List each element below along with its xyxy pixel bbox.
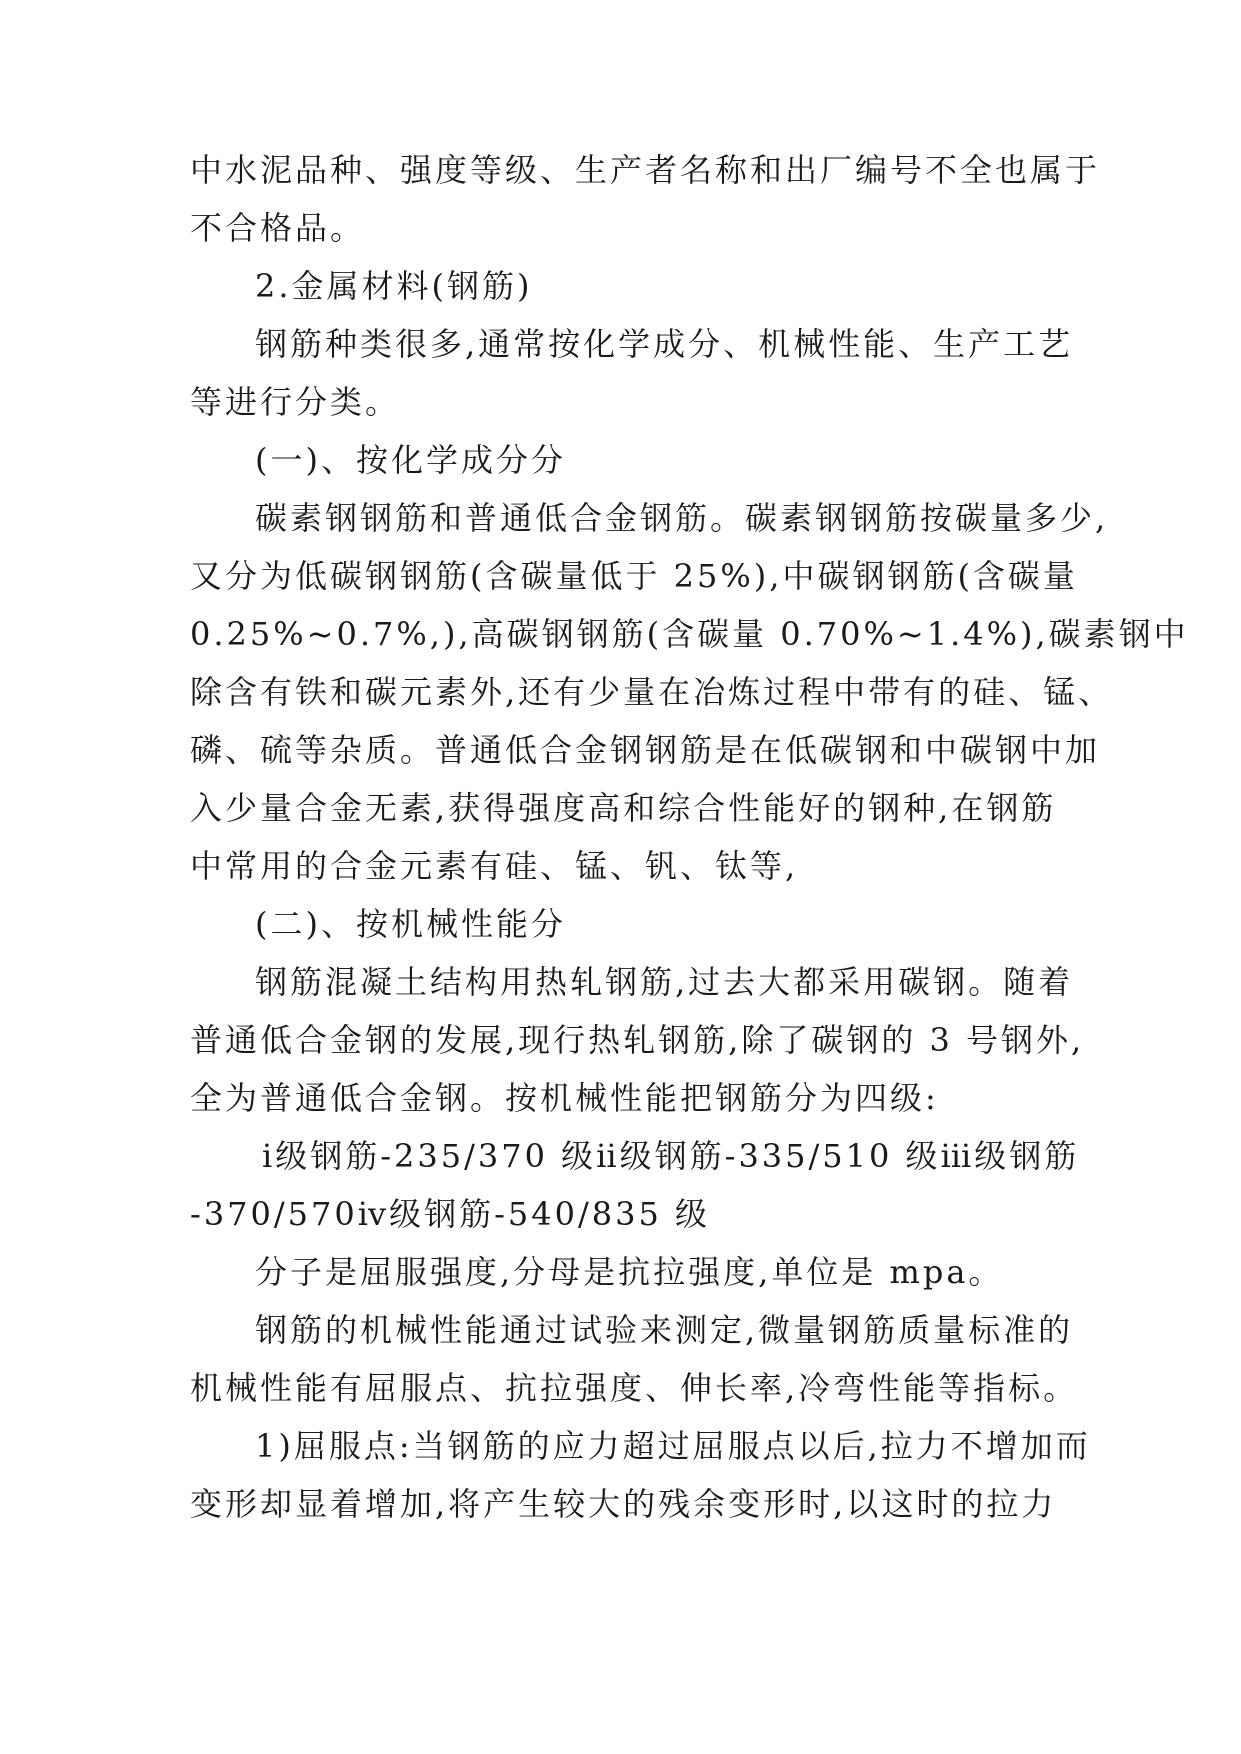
subsection-heading: (一)、按化学成分分 bbox=[255, 441, 566, 479]
text-line: 全为普通低合金钢。按机械性能把钢筋分为四级: bbox=[190, 1079, 939, 1117]
section-heading: 2.金属材料(钢筋) bbox=[255, 267, 533, 305]
text-line: 普通低合金钢的发展,现行热轧钢筋,除了碳钢的 3 号钢外, bbox=[190, 1021, 1085, 1059]
text-line: 又分为低碳钢钢筋(含碳量低于 25%),中碳钢钢筋(含碳量 bbox=[190, 557, 1078, 595]
text-line: 变形却显着增加,将产生较大的残余变形时,以这时的拉力 bbox=[190, 1485, 1057, 1523]
text-line: 钢筋种类很多,通常按化学成分、机械性能、生产工艺 bbox=[255, 325, 1074, 363]
text-line: 除含有铁和碳元素外,还有少量在冶炼过程中带有的硅、锰、 bbox=[190, 673, 1114, 711]
text-line: 入少量合金无素,获得强度高和综合性能好的钢种,在钢筋 bbox=[190, 789, 1057, 827]
text-line: 等进行分类。 bbox=[190, 383, 401, 421]
text-line: -370/570ⅳ级钢筋-540/835 级 bbox=[190, 1195, 710, 1233]
text-line: 机械性能有屈服点、抗拉强度、伸长率,冷弯性能等指标。 bbox=[190, 1369, 1079, 1407]
text-line: 1)屈服点:当钢筋的应力超过屈服点以后,拉力不增加而 bbox=[255, 1427, 1091, 1465]
subsection-heading: (二)、按机械性能分 bbox=[255, 905, 566, 943]
text-line: ⅰ级钢筋-235/370 级ⅱ级钢筋-335/510 级ⅲ级钢筋 bbox=[262, 1137, 1080, 1175]
text-line: 不合格品。 bbox=[190, 209, 366, 247]
text-line: 磷、硫等杂质。普通低合金钢钢筋是在低碳钢和中碳钢中加 bbox=[190, 731, 1101, 769]
text-line: 中常用的合金元素有硅、锰、钒、钛等, bbox=[190, 847, 799, 885]
text-line: 中水泥品种、强度等级、生产者名称和出厂编号不全也属于 bbox=[190, 151, 1101, 189]
text-line: 0.25%~0.7%,),高碳钢钢筋(含碳量 0.70%~1.4%),碳素钢中 bbox=[190, 615, 1189, 653]
text-line: 钢筋的机械性能通过试验来测定,微量钢筋质量标准的 bbox=[255, 1311, 1074, 1349]
text-line: 钢筋混凝土结构用热轧钢筋,过去大都采用碳钢。随着 bbox=[255, 963, 1074, 1001]
text-line: 分子是屈服强度,分母是抗拉强度,单位是 mpa。 bbox=[255, 1253, 1004, 1291]
text-line: 碳素钢钢筋和普通低合金钢筋。碳素钢钢筋按碳量多少, bbox=[255, 499, 1109, 537]
